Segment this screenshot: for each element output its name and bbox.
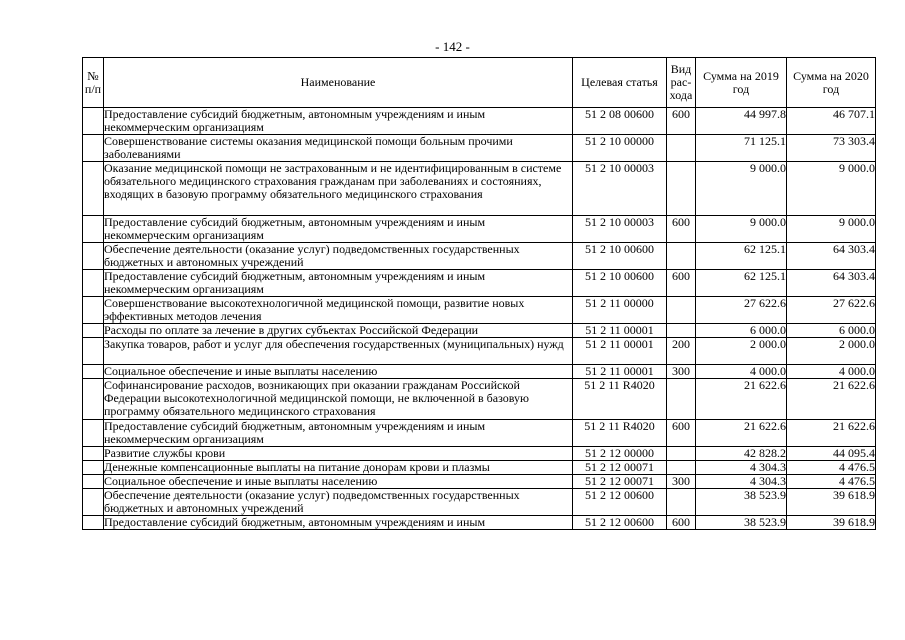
cell-type [667,297,696,324]
cell-name: Предоставление субсидий бюджетным, автономным учреждениям и иным [104,516,573,530]
cell-type: 200 [667,338,696,365]
cell-sum-2019: 62 125.1 [696,270,787,297]
cell-code: 51 2 11 00000 [573,297,667,324]
cell-sum-2020: 64 303.4 [787,270,876,297]
cell-name: Оказание медицинской помощи не застрахованным и не идентифицированным в системе обязательного медицинского страхования гражданам при заболеваниях и состояниях, входящих в базовую программу обязательного медицинского страхования [104,162,573,216]
cell-name: Софинансирование расходов, возникающих при оказании гражданам Российской Федерации высокотехнологичной медицинской помощи, не включенной в базовую программу обязательного медицинского страхования [104,379,573,420]
cell-sum-2020: 73 303.4 [787,135,876,162]
cell-code: 51 2 10 00600 [573,270,667,297]
cell-type: 600 [667,216,696,243]
cell-name: Развитие службы крови [104,447,573,461]
header-type: Вид рас-хода [667,58,696,108]
cell-sum-2019: 44 997.8 [696,108,787,135]
table-row [83,135,876,162]
cell-sum-2019: 38 523.9 [696,516,787,530]
cell-code: 51 2 10 00003 [573,216,667,243]
cell-sum-2019: 9 000.0 [696,216,787,243]
table-row [83,475,876,489]
cell-sum-2020: 4 476.5 [787,475,876,489]
table-row [83,338,876,365]
table-row [83,324,876,338]
cell-sum-2019: 71 125.1 [696,135,787,162]
cell-type [667,461,696,475]
cell-code: 51 2 11 R4020 [573,420,667,447]
cell-code: 51 2 11 00001 [573,365,667,379]
cell-type: 600 [667,516,696,530]
cell-num [83,135,104,162]
cell-name: Денежные компенсационные выплаты на питание донорам крови и плазмы [104,461,573,475]
cell-sum-2020: 39 618.9 [787,489,876,516]
cell-code: 51 2 10 00000 [573,135,667,162]
cell-code: 51 2 08 00600 [573,108,667,135]
cell-code: 51 2 12 00600 [573,516,667,530]
table-row [83,420,876,447]
cell-sum-2020: 6 000.0 [787,324,876,338]
table-row [83,270,876,297]
cell-code: 51 2 12 00071 [573,475,667,489]
cell-type [667,135,696,162]
cell-type: 300 [667,475,696,489]
cell-type [667,243,696,270]
cell-sum-2019: 2 000.0 [696,338,787,365]
cell-num [83,475,104,489]
cell-sum-2020: 4 476.5 [787,461,876,475]
cell-type [667,379,696,420]
cell-num [83,365,104,379]
cell-sum-2019: 9 000.0 [696,162,787,216]
cell-name: Расходы по оплате за лечение в других субъектах Российской Федерации [104,324,573,338]
cell-name: Обеспечение деятельности (оказание услуг) подведомственных государственных бюджетных и автономных учреждений [104,243,573,270]
cell-sum-2019: 4 304.3 [696,461,787,475]
table-row [83,365,876,379]
table-row [83,461,876,475]
cell-num [83,338,104,365]
cell-sum-2019: 27 622.6 [696,297,787,324]
cell-num [83,420,104,447]
cell-sum-2020: 64 303.4 [787,243,876,270]
cell-code: 51 2 10 00600 [573,243,667,270]
cell-type: 300 [667,365,696,379]
cell-code: 51 2 12 00000 [573,447,667,461]
cell-code: 51 2 11 00001 [573,324,667,338]
cell-num [83,162,104,216]
cell-num [83,447,104,461]
cell-num [83,216,104,243]
cell-name: Обеспечение деятельности (оказание услуг) подведомственных государственных бюджетных и автономных учреждений [104,489,573,516]
cell-code: 51 2 11 R4020 [573,379,667,420]
cell-num [83,324,104,338]
cell-sum-2020: 27 622.6 [787,297,876,324]
cell-type: 600 [667,108,696,135]
cell-sum-2019: 4 000.0 [696,365,787,379]
cell-name: Предоставление субсидий бюджетным, автономным учреждениям и иным некоммерческим организациям [104,108,573,135]
cell-sum-2020: 9 000.0 [787,216,876,243]
cell-sum-2019: 4 304.3 [696,475,787,489]
cell-name: Предоставление субсидий бюджетным, автономным учреждениям и иным некоммерческим организациям [104,420,573,447]
cell-sum-2019: 62 125.1 [696,243,787,270]
cell-num [83,516,104,530]
cell-code: 51 2 12 00071 [573,461,667,475]
cell-type [667,162,696,216]
cell-type [667,324,696,338]
table-row [83,447,876,461]
cell-code: 51 2 10 00003 [573,162,667,216]
header-sum-2020: Сумма на 2020 год [787,58,876,108]
cell-num [83,108,104,135]
cell-sum-2020: 44 095.4 [787,447,876,461]
cell-sum-2020: 4 000.0 [787,365,876,379]
cell-sum-2019: 6 000.0 [696,324,787,338]
cell-type: 600 [667,420,696,447]
table-header-row [83,58,876,108]
table-row [83,108,876,135]
table-row [83,489,876,516]
cell-code: 51 2 12 00600 [573,489,667,516]
table-row [83,516,876,530]
cell-sum-2020: 21 622.6 [787,379,876,420]
cell-type [667,489,696,516]
cell-name: Социальное обеспечение и иные выплаты населению [104,475,573,489]
page-number: - 142 - [435,39,470,54]
header-num: № п/п [83,58,104,108]
table-row [83,379,876,420]
cell-name: Совершенствование системы оказания медицинской помощи больным прочими заболеваниями [104,135,573,162]
table-row [83,297,876,324]
cell-name: Предоставление субсидий бюджетным, автономным учреждениям и иным некоммерческим организациям [104,270,573,297]
cell-num [83,297,104,324]
cell-sum-2019: 42 828.2 [696,447,787,461]
cell-num [83,461,104,475]
header-sum-2019: Сумма на 2019 год [696,58,787,108]
cell-type: 600 [667,270,696,297]
cell-sum-2020: 2 000.0 [787,338,876,365]
table-row [83,243,876,270]
header-name: Наименование [104,58,573,108]
cell-sum-2019: 38 523.9 [696,489,787,516]
cell-num [83,243,104,270]
cell-code: 51 2 11 00001 [573,338,667,365]
table-row [83,216,876,243]
header-code: Целевая статья [573,58,667,108]
table-row [83,162,876,216]
cell-sum-2020: 21 622.6 [787,420,876,447]
cell-name: Предоставление субсидий бюджетным, автономным учреждениям и иным некоммерческим организациям [104,216,573,243]
cell-sum-2019: 21 622.6 [696,420,787,447]
cell-name: Закупка товаров, работ и услуг для обеспечения государственных (муниципальных) нужд [104,338,573,365]
cell-sum-2019: 21 622.6 [696,379,787,420]
budget-table [82,57,876,530]
cell-sum-2020: 39 618.9 [787,516,876,530]
cell-type [667,447,696,461]
cell-num [83,489,104,516]
cell-sum-2020: 9 000.0 [787,162,876,216]
cell-num [83,379,104,420]
cell-name: Совершенствование высокотехнологичной медицинской помощи, развитие новых эффективных методов лечения [104,297,573,324]
cell-sum-2020: 46 707.1 [787,108,876,135]
cell-num [83,270,104,297]
cell-name: Социальное обеспечение и иные выплаты населению [104,365,573,379]
